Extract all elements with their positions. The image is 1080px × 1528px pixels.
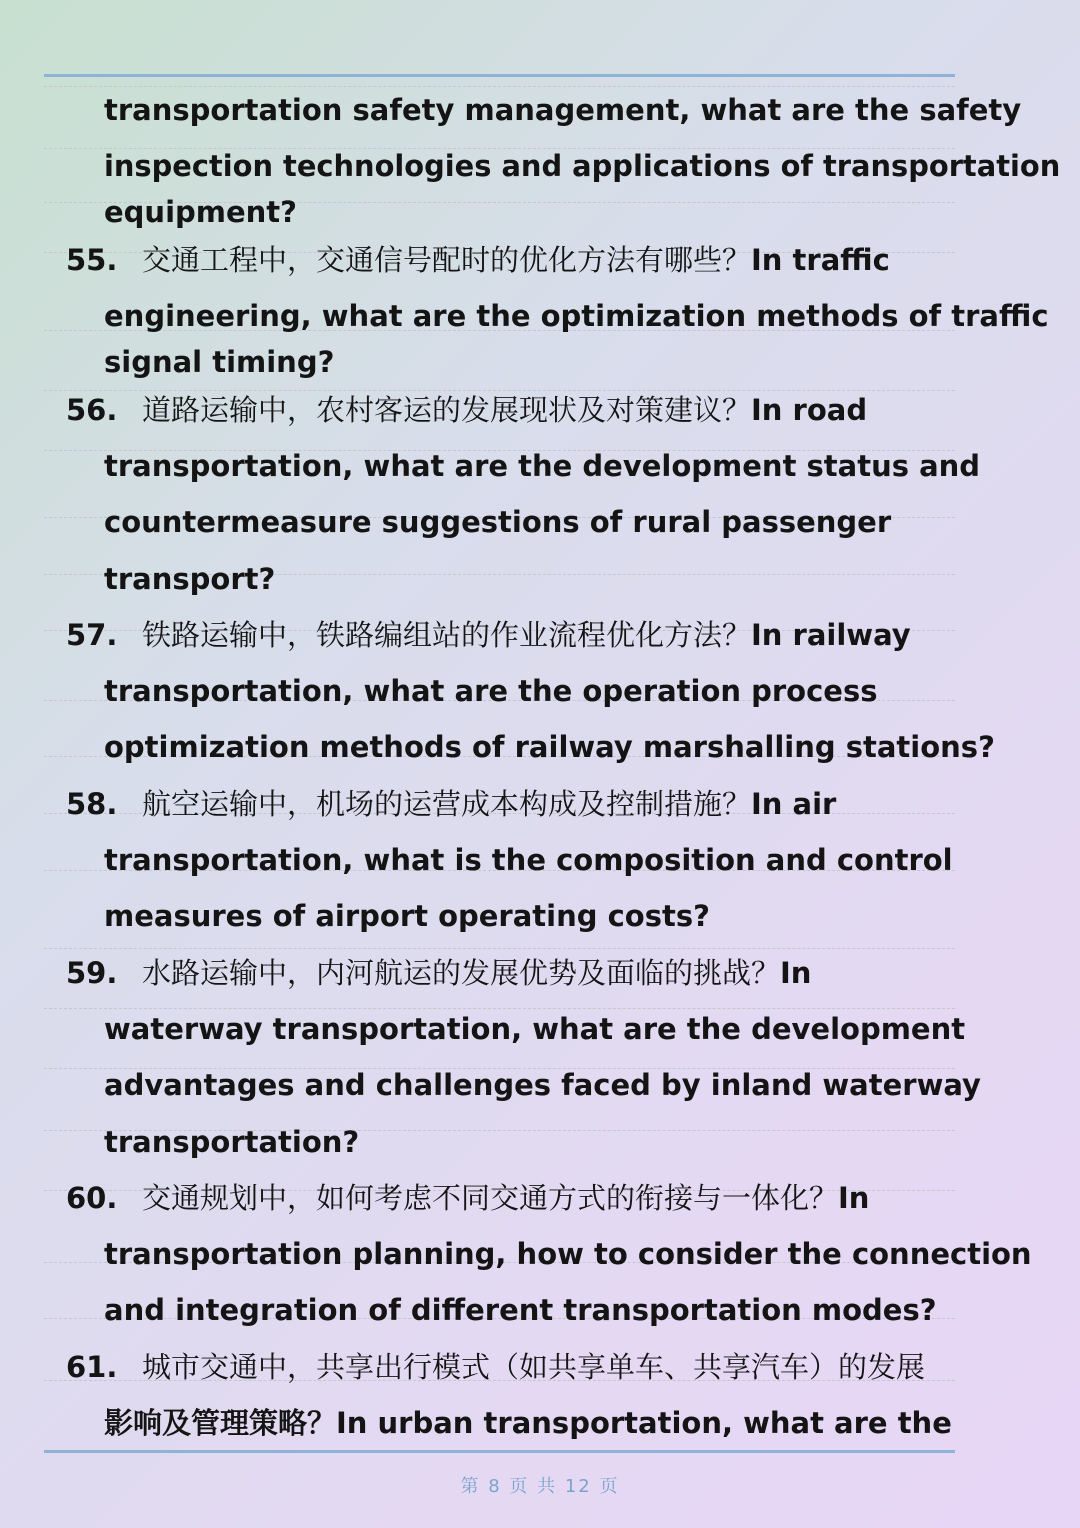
- question-heading: [142, 1347, 925, 1387]
- question-zh: 交通工程中，交通信号配时的优化方法有哪些？: [142, 243, 752, 277]
- question-en-start: In road: [751, 393, 868, 427]
- question-en-start: In: [838, 1181, 870, 1215]
- question-line: transportation, what are the development status and: [104, 449, 981, 483]
- question-line: engineering, what are the optimization methods of traffic: [104, 299, 1049, 333]
- question-line: measures of airport operating costs?: [104, 899, 710, 933]
- question-line: transportation, what are the operation process: [104, 674, 878, 708]
- question-zh: 铁路运输中，铁路编组站的作业流程优化方法？: [142, 618, 752, 652]
- question-heading: [142, 240, 890, 280]
- question-en-start: In traffic: [751, 243, 890, 277]
- question-number: 55.: [66, 243, 118, 277]
- question-line: countermeasure suggestions of rural passenger: [104, 505, 892, 539]
- question-heading: [142, 390, 867, 430]
- question-line: and integration of different transportation modes?: [104, 1293, 937, 1327]
- intro-line: inspection technologies and applications of transportation: [104, 149, 1061, 183]
- question-zh: 水路运输中，内河航运的发展优势及面临的挑战？: [142, 956, 781, 990]
- question-zh: 城市交通中，共享出行模式（如共享单车、共享汽车）的发展: [142, 1350, 926, 1384]
- question-line: transport?: [104, 562, 276, 596]
- question-heading: [142, 615, 911, 655]
- question-zh: 道路运输中，农村客运的发展现状及对策建议？: [142, 393, 752, 427]
- guide-line: [44, 948, 955, 949]
- top-rule: [44, 74, 955, 77]
- question-heading: [142, 784, 836, 824]
- question-number: 61.: [66, 1350, 118, 1384]
- question-en-start: In air: [751, 787, 837, 821]
- question-line: advantages and challenges faced by inland waterway: [104, 1068, 981, 1102]
- question-number: 59.: [66, 956, 118, 990]
- bottom-rule: [44, 1450, 955, 1453]
- question-line: signal timing?: [104, 345, 335, 379]
- intro-line: equipment?: [104, 195, 297, 229]
- question-line: transportation, what is the composition and control: [104, 843, 953, 877]
- question-line: waterway transportation, what are the development: [104, 1012, 966, 1046]
- question-en-start: In railway: [751, 618, 911, 652]
- question-line: 影响及管理策略？In urban transportation, what are the: [104, 1406, 952, 1440]
- question-heading: [142, 1178, 869, 1218]
- question-number: 56.: [66, 393, 118, 427]
- question-en-start: In: [780, 956, 812, 990]
- question-line: optimization methods of railway marshalling stations?: [104, 730, 995, 764]
- question-line: transportation planning, how to consider the connection: [104, 1237, 1032, 1271]
- question-number: 60.: [66, 1181, 118, 1215]
- question-heading: [142, 953, 811, 993]
- question-line: transportation?: [104, 1125, 360, 1159]
- question-number: 58.: [66, 787, 118, 821]
- guide-line: [44, 86, 955, 87]
- page-number: 第 8 页 共 12 页: [460, 1476, 620, 1497]
- question-number: 57.: [66, 618, 118, 652]
- question-zh: 交通规划中，如何考虑不同交通方式的衔接与一体化？: [142, 1181, 839, 1215]
- question-zh: 航空运输中，机场的运营成本构成及控制措施？: [142, 787, 752, 821]
- intro-line: transportation safety management, what are the safety: [104, 93, 1022, 127]
